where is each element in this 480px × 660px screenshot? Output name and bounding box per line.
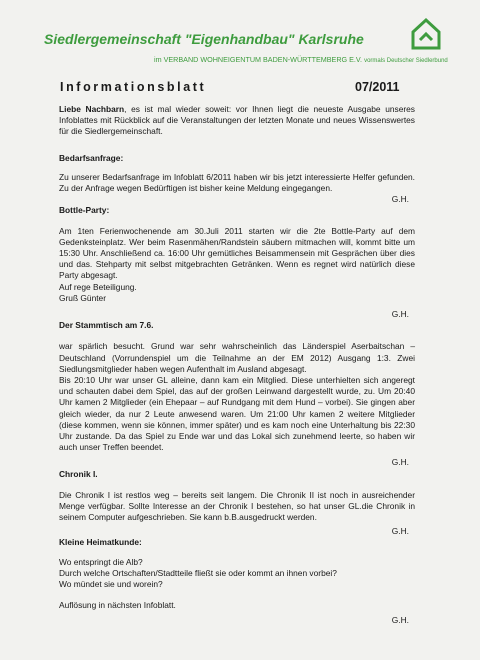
chronik-signature: G.H. xyxy=(391,525,409,536)
document-title: Informationsblatt xyxy=(60,80,207,94)
intro-paragraph xyxy=(59,104,415,138)
organization-subline xyxy=(154,55,448,64)
organization-subline-main: im VERBAND WOHNEIGENTUM BADEN-WÜRTTEMBERG E.V. xyxy=(154,55,363,64)
stammtisch-signature: G.H. xyxy=(391,457,409,468)
organization-name: Siedlergemeinschaft "Eigenhandbau" Karlsruhe xyxy=(44,31,364,47)
bottle-line-1: Auf rege Beteiligung. xyxy=(59,281,137,292)
heimat-question-2: Durch welche Ortschaften/Stadtteile fließt sie oder kommt an ihnen vorbei? xyxy=(59,568,337,579)
greeting: Liebe Nachbarn xyxy=(59,104,125,114)
heimat-answer-note: Auflösung in nächsten Infoblatt. xyxy=(59,599,176,610)
heading-bottle: Bottle-Party: xyxy=(59,205,110,216)
bottle-line-2: Gruß Günter xyxy=(59,292,107,303)
heading-heimatkunde: Kleine Heimatkunde: xyxy=(59,536,142,547)
bottle-signature: G.H. xyxy=(391,309,409,320)
organization-subline-small: vormals Deutscher Siedlerbund xyxy=(364,58,448,64)
heading-stammtisch: Der Stammtisch am 7.6. xyxy=(59,320,154,331)
chronik-text: Die Chronik I ist restlos weg – bereits seit langem. Die Chronik II ist noch in ausreichender Menge verfügbar. Sollte Interesse an der Chronik I bestehen, so hat unser GL.die Chronik in seinem Computer aufgeschrieben. Sie kann b.B.ausgedruckt werden. xyxy=(59,489,415,523)
document-number: 07/2011 xyxy=(355,80,400,94)
heimat-question-1: Wo entspringt die Alb? xyxy=(59,556,143,567)
house-icon xyxy=(410,17,442,51)
stammtisch-text-1: war spärlich besucht. Grund war sehr wahrscheinlich das Länderspiel Aserbaitschan – Deutschland (Vorrundenspiel um die Teilnahme an der EM 2012) Ausgang 1:3. Zwei Siedlungsmitglieder haben wegen Aufenthalt im Ausland abgesagt. xyxy=(59,341,415,374)
bedarf-text: Zu unserer Bedarfsanfrage im Infoblatt 6/2011 haben wir bis jetzt interessierte Helfer gefunden. Zu der Anfrage wegen Bedürftigen ist bisher keine Meldung eingegangen. xyxy=(59,171,415,194)
heading-chronik: Chronik I. xyxy=(59,468,98,479)
document-body xyxy=(59,104,415,626)
heimat-signature: G.H. xyxy=(391,614,409,625)
heimat-question-3: Wo mündet sie und worein? xyxy=(59,579,163,590)
heading-bedarf: Bedarfsanfrage: xyxy=(59,152,124,163)
bottle-text: Am 1ten Ferienwochenende am 30.Juli 2011 starten wir die 2te Bottle-Party auf dem Gedenksteinplatz. Wer beim Rasenmähen/Randstein säubern mitmachen will, kommt bitte um 15:30 Uhr. Anschließend ca. 16:00 Uhr gemütliches Beisammensein mit Gesprächen über dies und das. Stehparty mit selbst mitgebrachten Getränken. Wenn es regnet wird natürlich diese Party abgesagt. xyxy=(59,225,415,281)
stammtisch-text-2: Bis 20:10 Uhr war unser GL alleine, dann kam ein Mitglied. Diese unterhielten sich angeregt und schauten dabei dem Spiel, das auf der großen Leinwand dargestellt wurde, zu. Um 20:40 Uhr kamen 2 Mitglieder (ein Ehepaar – auf Rundgang mit dem Hund – vorbei). Sie gingen aber gleich wieder, da nur 2 Leute anwesend waren. Um 21:00 Uhr kamen 2 weitere Mitglieder (diese kommen, wenn sie können, immer später) und es kam noch eine Unterhaltung bis 22:30 Uhr zustande. Da das Spiel zu Ende war und das Lokal sich zunehmend leerte, so haben wir auch unser Treffen beendet. xyxy=(59,375,415,453)
bedarf-signature: G.H. xyxy=(391,194,409,205)
intro-text: , es ist mal wieder soweit: vor Ihnen liegt die neueste Ausgabe unseres Infoblattes mit Rückblick auf die Veranstaltungen der letzten Monate und neues Wissenswertes für die Siedlergemeinschaft. xyxy=(59,104,415,137)
